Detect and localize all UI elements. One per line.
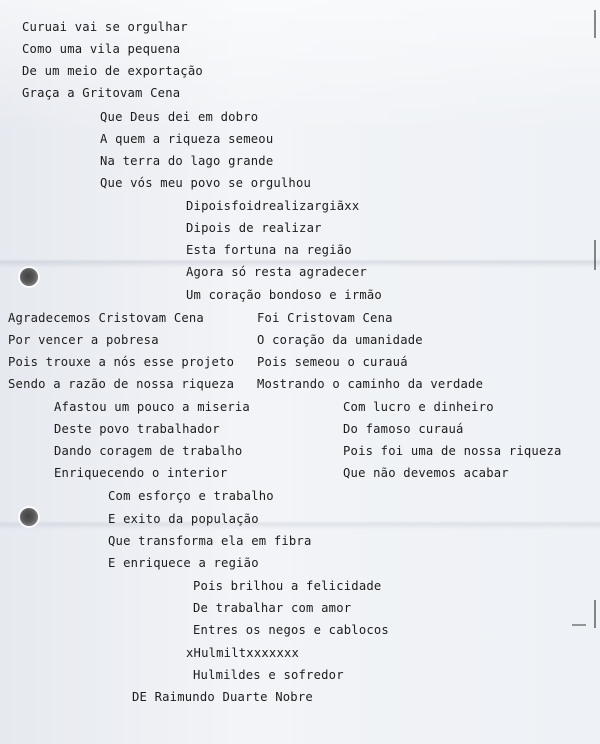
author-signature: DE Raimundo Duarte Nobre — [132, 690, 313, 704]
verse-line: A quem a riqueza semeou — [100, 132, 274, 146]
verse-line-left: Afastou um pouco a miseria — [54, 400, 250, 414]
struck-through-line: Dipoisfoidrealizargiãxx — [186, 199, 360, 213]
verse-line: Dipois de realizar — [186, 221, 322, 235]
verse-line: Entres os negos e cablocos — [193, 623, 389, 637]
verse-line: Que Deus dei em dobro — [100, 110, 259, 124]
verse-line-right: Pois foi uma de nossa riqueza — [343, 444, 562, 458]
verse-line-left: Deste povo trabalhador — [54, 422, 220, 436]
struck-through-line: xHulmiltxxxxxxx — [186, 646, 300, 660]
verse-line-right: O coração da umanidade — [257, 333, 423, 347]
verse-line: De um meio de exportação — [22, 64, 203, 78]
verse-line: Esta fortuna na região — [186, 243, 352, 257]
verse-line: Pois brilhou a felicidade — [193, 579, 382, 593]
punch-hole-top — [20, 268, 38, 286]
verse-line-right: Pois semeou o curauá — [257, 355, 408, 369]
verse-line: Curuai vai se orgulhar — [22, 20, 188, 34]
verse-line: Como uma vila pequena — [22, 42, 181, 56]
verse-line-right: Com lucro e dinheiro — [343, 400, 494, 414]
verse-line: Agora só resta agradecer — [186, 265, 367, 279]
verse-line-left: Enriquecendo o interior — [54, 466, 228, 480]
verse-line: E enriquece a região — [108, 556, 259, 570]
verse-line-right: Do famoso curauá — [343, 422, 464, 436]
verse-line: Hulmildes e sofredor — [193, 668, 344, 682]
verse-line-right: Foi Cristovam Cena — [257, 311, 393, 325]
verse-line: Com esforço e trabalho — [108, 489, 274, 503]
margin-mark — [594, 600, 596, 628]
punch-hole-bottom — [20, 508, 38, 526]
verse-line-left: Dando coragem de trabalho — [54, 444, 243, 458]
verse-line-left: Pois trouxe a nós esse projeto — [8, 355, 235, 369]
verse-line-right: Mostrando o caminho da verdade — [257, 377, 484, 391]
verse-line: E exito da população — [108, 512, 259, 526]
verse-line-left: Sendo a razão de nossa riqueza — [8, 377, 235, 391]
margin-mark — [594, 240, 596, 270]
verse-line: Um coração bondoso e irmão — [186, 288, 382, 302]
verse-line: Que transforma ela em fibra — [108, 534, 312, 548]
verse-line: Graça a Gritovam Cena — [22, 86, 181, 100]
verse-line-left: Agradecemos Cristovam Cena — [8, 311, 204, 325]
verse-line-right: Que não devemos acabar — [343, 466, 509, 480]
margin-mark — [594, 10, 596, 38]
verse-line: Na terra do lago grande — [100, 154, 274, 168]
verse-line: De trabalhar com amor — [193, 601, 352, 615]
margin-mark — [572, 624, 586, 626]
verse-line: Que vós meu povo se orgulhou — [100, 176, 312, 190]
verse-line-left: Por vencer a pobresa — [8, 333, 159, 347]
